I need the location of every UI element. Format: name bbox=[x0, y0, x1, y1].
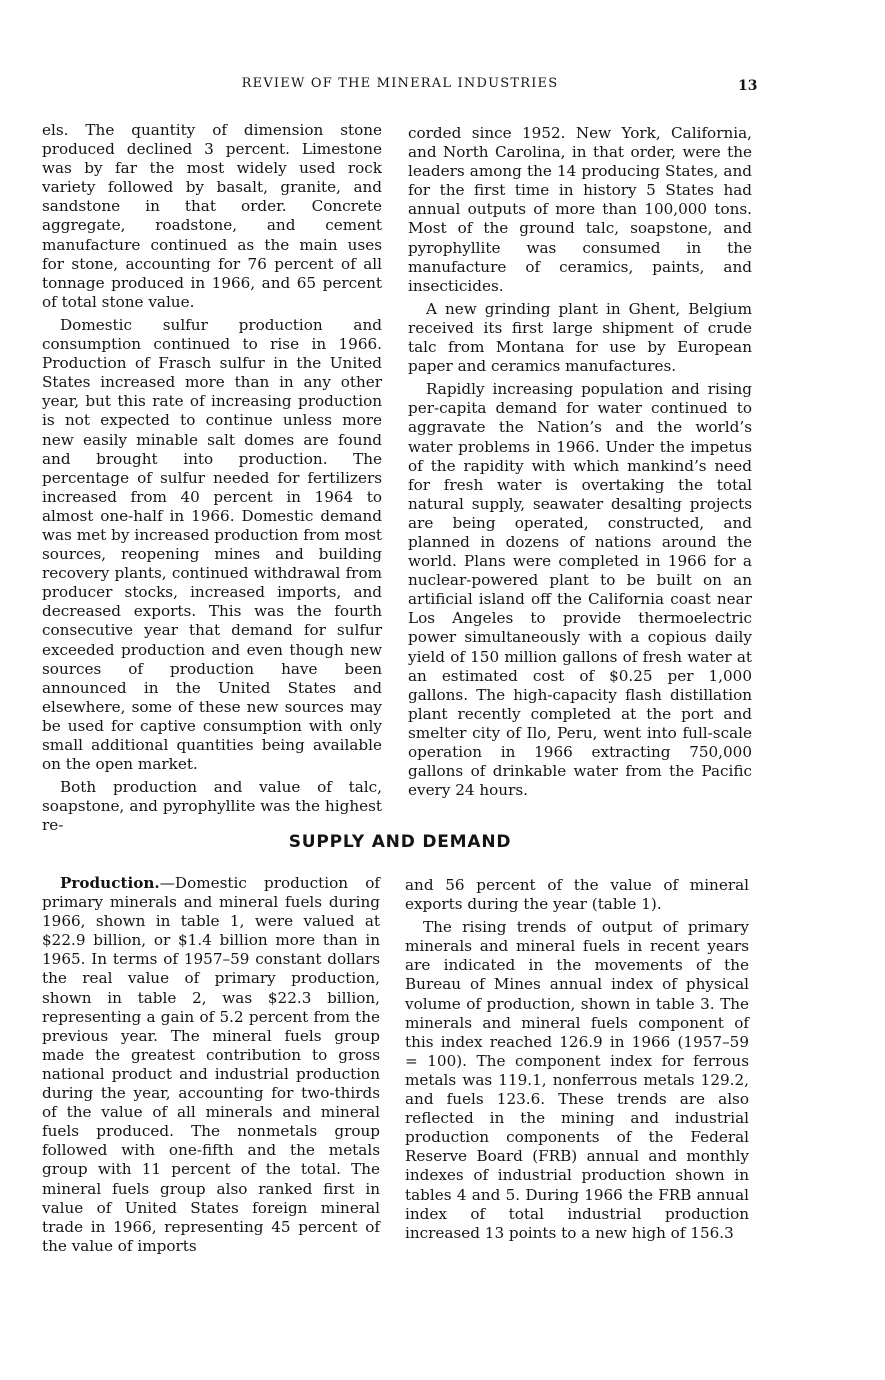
paragraph: Rapidly increasing population and rising per-capita demand for water continued to aggravate the Nation’s and the world’s water problems in 1966. Under the impetus of the rapidity with which mankind’s need for fresh water is overtaking the total natural supply, seawater desalting projects are being operated, constructed, and planned in dozens of nations around the world. Plans were completed in 1966 for a nuclear-powered plant to be built on an artificial island off the California coast near Los Angeles to provide thermoelectric power simultaneously with a copious daily yield of 150 million gallons of fresh water at an estimated cost of $0.25 per 1,000 gallons. The high-capacity flash distillation plant recently completed at the port and smelter city of Ilo, Peru, went into full-scale operation in 1966 extracting 750,000 gallons of drinkable water from the Pacific every 24 hours. bbox=[408, 380, 752, 800]
running-header: REVIEW OF THE MINERAL INDUSTRIES bbox=[241, 76, 559, 91]
paragraph: The rising trends of output of primary minerals and mineral fuels in recent years are indicated in the movements of the Bureau of Mines annual index of physical volume of production, shown in table 3. The minerals and mineral fuels component of this index reached 126.9 in 1966 (1957–59 = 100). The component index for ferrous metals was 119.1, nonferrous metals 129.2, and fuels 123.6. These trends are also reflected in the mining and industrial production components of the Federal Reserve Board (FRB) annual and monthly indexes of industrial production shown in tables 4 and 5. During 1966 the FRB annual index of total industrial production increased 13 points to a new high of 156.3 bbox=[405, 918, 749, 1242]
paragraph: A new grinding plant in Ghent, Belgium received its first large shipment of crude talc from Montana for use by European paper and ceramics manufactures. bbox=[408, 299, 752, 376]
runin-heading: Production. bbox=[60, 874, 160, 892]
paragraph-text: —Domestic production of primary minerals and mineral fuels during 1966, shown in table 1, were valued at $22.9 billion, or $1.4 billion more than in 1965. In terms of 1957–59 constant dollars the real value of primary production, shown in table 2, was $22.3 billion, representing a gain of 5.2 percent from the previous year. The mineral fuels group made the greatest contribution to gross national product and industrial production during the year, accounting for two-thirds of the value of all minerals and mineral fuels produced. The nonmetals group followed with one-fifth and the metals group with 11 percent of the total. The mineral fuels group also ranked first in value of United States foreign mineral trade in 1966, representing 45 percent of the value of imports bbox=[42, 874, 380, 1255]
paragraph: and 56 percent of the value of mineral exports during the year (table 1). bbox=[405, 876, 749, 914]
section-heading: SUPPLY AND DEMAND bbox=[288, 832, 512, 852]
bottom-left-column bbox=[42, 874, 380, 1256]
paragraph: Both production and value of talc, soapstone, and pyrophyllite was the highest re- bbox=[42, 778, 382, 835]
top-left-column bbox=[42, 121, 382, 835]
paragraph: corded since 1952. New York, California, and North Carolina, in that order, were the leaders among the 14 producing States, and for the first time in history 5 States had annual outputs of more than 100,000 tons. Most of the ground talc, soapstone, and pyrophyllite was consumed in the manufacture of ceramics, paints, and insecticides. bbox=[408, 124, 752, 295]
paragraph: els. The quantity of dimension stone produced declined 3 percent. Limestone was by far the most widely used rock variety followed by basalt, granite, and sandstone in that order. Concrete aggregate, roadstone, and cement manufacture continued as the main uses for stone, accounting for 76 percent of all tonnage produced in 1966, and 65 percent of total stone value. bbox=[42, 121, 382, 311]
top-right-column bbox=[408, 124, 752, 800]
bottom-right-column bbox=[405, 876, 749, 1243]
page-number: 13 bbox=[738, 78, 758, 94]
paragraph: Domestic sulfur production and consumption continued to rise in 1966. Production of Frasch sulfur in the United States increased more than in any other year, but this rate of increasing production is not expected to continue unless more new easily minable salt domes are found and brought into production. The percentage of sulfur needed for fertilizers increased from 40 percent in 1964 to almost one-half in 1966. Domestic demand was met by increased production from most sources, reopening mines and building recovery plants, continued withdrawal from producer stocks, increased imports, and decreased exports. This was the fourth consecutive year that demand for sulfur exceeded production and even though new sources of production have been announced in the United States and elsewhere, some of these new sources may be used for captive consumption with only small additional quantities being available on the open market. bbox=[42, 315, 382, 774]
paragraph bbox=[42, 874, 380, 1256]
